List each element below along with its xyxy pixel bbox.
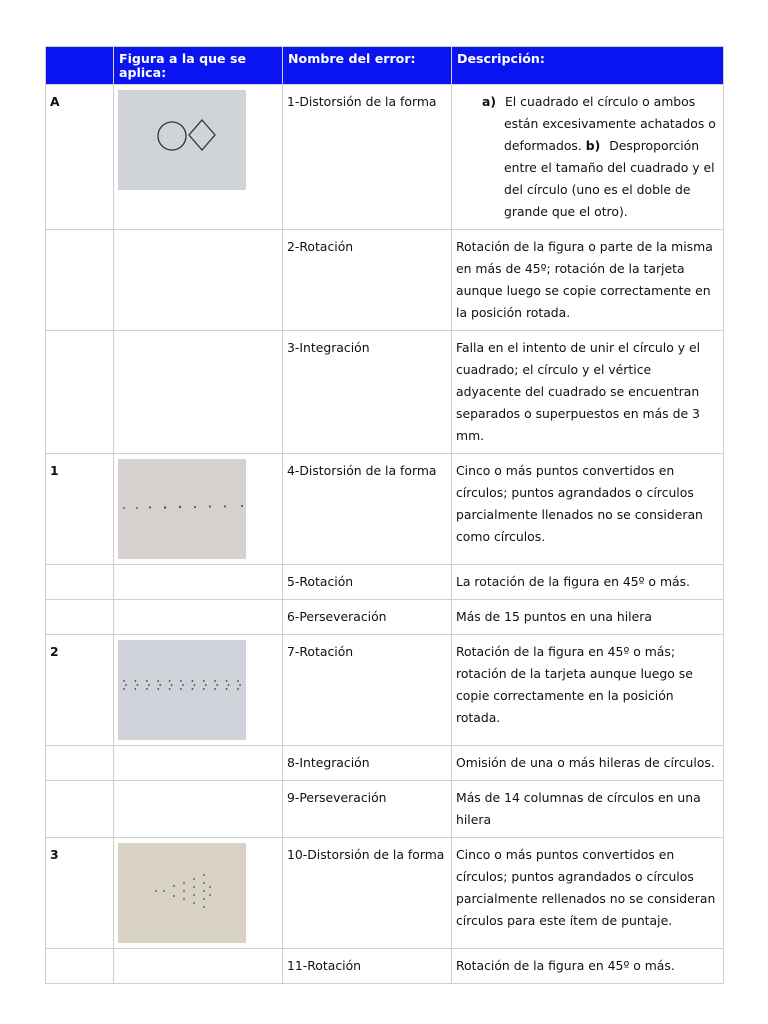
row-key [46, 781, 114, 838]
table-row [46, 600, 724, 635]
table-row [46, 781, 724, 838]
error-name: 11-Rotación [283, 949, 452, 984]
row-key [46, 230, 114, 331]
error-description: La rotación de la figura en 45º o más. [452, 565, 724, 600]
error-name: 10-Distorsión de la forma [283, 838, 452, 949]
error-description: Rotación de la figura en 45º o más; rotación de la tarjeta aunque luego se copie correctamente en la posición rotada. [452, 635, 724, 746]
error-description: Más de 15 puntos en una hilera [452, 600, 724, 635]
figure-cell [114, 565, 283, 600]
figure-cell [114, 781, 283, 838]
error-table [45, 46, 724, 984]
row-key [46, 331, 114, 454]
table-row [46, 454, 724, 565]
row-key: 2 [46, 635, 114, 746]
header-description: Descripción: [452, 47, 724, 85]
table-row [46, 331, 724, 454]
row-key: A [46, 85, 114, 230]
header-figure: Figura a la que se aplica: [114, 47, 283, 85]
desc-text-a: El cuadrado el círculo o ambos están excesivamente achatados o deformados. [501, 94, 716, 153]
error-description: Más de 14 columnas de círculos en una hilera [452, 781, 724, 838]
table-row [46, 838, 724, 949]
table-row [46, 949, 724, 984]
error-name: 8-Integración [283, 746, 452, 781]
error-name: 3-Integración [283, 331, 452, 454]
table-row [46, 635, 724, 746]
figure-cell [114, 454, 283, 565]
table-row [46, 230, 724, 331]
desc-text-b: Desproporción entre el tamaño del cuadrado y el del círculo (uno es el doble de grande que el otro). [504, 138, 715, 219]
desc-marker-b: b) [585, 138, 601, 153]
error-name: 9-Perseveración [283, 781, 452, 838]
row-key: 3 [46, 838, 114, 949]
figure-a-image [118, 90, 246, 190]
figure-cell [114, 331, 283, 454]
row-key [46, 565, 114, 600]
error-description [452, 85, 724, 230]
error-name: 2-Rotación [283, 230, 452, 331]
header-key [46, 47, 114, 85]
figure-cell [114, 635, 283, 746]
figure-3-image [118, 843, 246, 943]
error-name: 7-Rotación [283, 635, 452, 746]
row-key [46, 746, 114, 781]
error-description: Omisión de una o más hileras de círculos. [452, 746, 724, 781]
row-key [46, 949, 114, 984]
figure-cell [114, 746, 283, 781]
figure-cell [114, 85, 283, 230]
table-header-row [46, 47, 724, 85]
error-description: Rotación de la figura en 45º o más. [452, 949, 724, 984]
figure-cell [114, 949, 283, 984]
error-name: 6-Perseveración [283, 600, 452, 635]
error-description: Cinco o más puntos convertidos en círculos; puntos agrandados o círculos parcialmente llenados no se consideran como círculos. [452, 454, 724, 565]
error-description: Rotación de la figura o parte de la misma en más de 45º; rotación de la tarjeta aunque luego se copie correctamente en la posición rotada. [452, 230, 724, 331]
figure-1-image [118, 459, 246, 559]
row-key [46, 600, 114, 635]
table-row [46, 565, 724, 600]
desc-marker-a: a) [482, 94, 497, 109]
error-description: Falla en el intento de unir el círculo y el cuadrado; el círculo y el vértice adyacente del cuadrado se encuentran separados o superpuestos en más de 3 mm. [452, 331, 724, 454]
figure-2-image [118, 640, 246, 740]
error-name: 5-Rotación [283, 565, 452, 600]
figure-cell [114, 230, 283, 331]
error-description: Cinco o más puntos convertidos en círculos; puntos agrandados o círculos parcialmente rellenados no se consideran círculos para este ítem de puntaje. [452, 838, 724, 949]
table-row [46, 85, 724, 230]
figure-cell [114, 600, 283, 635]
error-name: 4-Distorsión de la forma [283, 454, 452, 565]
header-error-name: Nombre del error: [283, 47, 452, 85]
table-row [46, 746, 724, 781]
row-key: 1 [46, 454, 114, 565]
error-name: 1-Distorsión de la forma [283, 85, 452, 230]
figure-cell [114, 838, 283, 949]
